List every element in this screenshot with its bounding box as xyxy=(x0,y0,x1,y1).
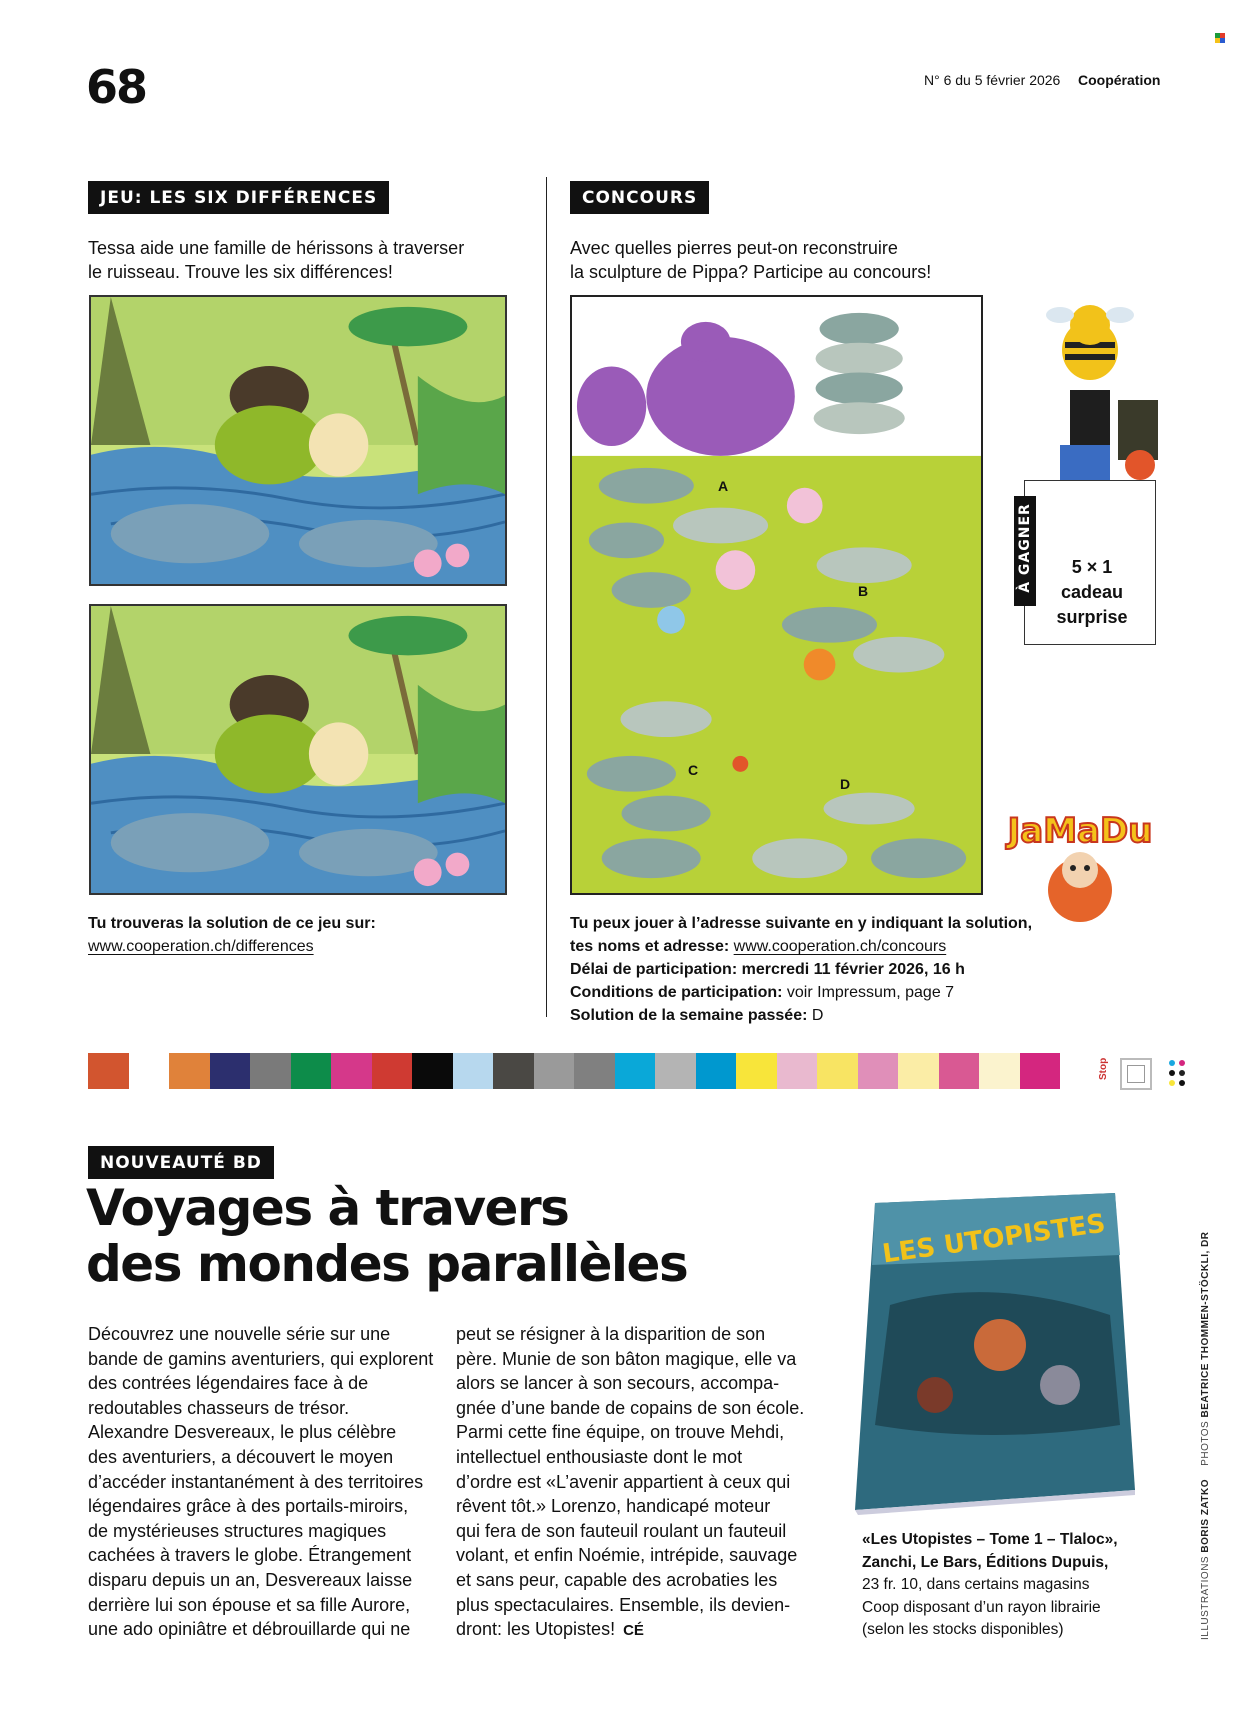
prize-quantity: 5 × 1 xyxy=(1071,557,1113,577)
article-line: redoutables chasseurs de trésor. xyxy=(88,1397,350,1418)
color-swatch xyxy=(88,1053,129,1089)
article-line: père. Munie de son bâton magique, elle va xyxy=(456,1348,797,1369)
prize-line-2: cadeau xyxy=(1060,582,1124,602)
color-swatch xyxy=(493,1053,534,1089)
differences-lead-1: Tessa aide une famille de hérissons à traverser xyxy=(88,238,465,258)
color-swatch xyxy=(453,1053,494,1089)
article-line: plus spectaculaires. Ensemble, ils devien- xyxy=(456,1594,791,1615)
color-swatch xyxy=(129,1053,170,1089)
article-line: d’ordre est «L’avenir appartient à ceux qui xyxy=(456,1471,791,1492)
article-line: d’accéder instantanément à des territoires xyxy=(88,1471,424,1492)
differences-lead-2: le ruisseau. Trouve les six différences! xyxy=(88,262,393,282)
stop-box xyxy=(1120,1058,1152,1090)
color-swatch xyxy=(979,1053,1020,1089)
color-swatch xyxy=(696,1053,737,1089)
color-swatch xyxy=(655,1053,696,1089)
article-line: peut se résigner à la disparition de son xyxy=(456,1324,766,1344)
color-swatch xyxy=(858,1053,899,1089)
article-line: de mystérieuses structures magiques xyxy=(88,1520,387,1541)
color-swatch xyxy=(331,1053,372,1089)
article-headline xyxy=(86,1180,687,1292)
prize-line-3: surprise xyxy=(1056,607,1128,627)
caption-availability: Coop disposant d’un rayon librairie xyxy=(862,1598,1101,1616)
contest-last-solution: Solution de la semaine passée: D xyxy=(570,1007,824,1024)
contest-image xyxy=(570,295,983,895)
headline-line-1: Voyages à travers xyxy=(86,1179,569,1237)
color-swatch xyxy=(777,1053,818,1089)
article-line: des aventuriers, a découvert le moyen xyxy=(88,1446,394,1467)
contest-deadline: Délai de participation: mercredi 11 février 2026, 16 h xyxy=(570,961,965,978)
color-swatch xyxy=(939,1053,980,1089)
article-line: cachées à travers le globe. Étrangement xyxy=(88,1545,412,1566)
article-line: des contrées légendaires face à de xyxy=(88,1373,369,1394)
differences-solution-label: Tu trouveras la solution de ce jeu sur: xyxy=(88,915,376,932)
book-cover-title: LES UTOPISTES xyxy=(880,1208,1108,1270)
book-caption xyxy=(862,1529,1162,1642)
color-swatch xyxy=(250,1053,291,1089)
prize-tag: À GAGNER xyxy=(1014,496,1036,606)
contest-tag: CONCOURS xyxy=(570,181,709,214)
color-swatch xyxy=(1020,1053,1061,1089)
article-line: qui fera de son fauteuil roulant un fauteuil xyxy=(456,1520,787,1541)
article-line: intellectuel enthousiaste dont le mot xyxy=(456,1446,743,1467)
article-line: dront: les Utopistes! CÉ xyxy=(456,1619,644,1640)
caption-price: 23 fr. 10, dans certains magasins xyxy=(862,1576,1090,1593)
caption-title: «Les Utopistes – Tome 1 – Tlaloc», xyxy=(862,1531,1118,1548)
stone-label-b: B xyxy=(858,583,869,599)
contest-lead-2: la sculpture de Pippa? Participe au concours! xyxy=(570,262,932,282)
article-line: derrière lui son épouse et sa fille Aurore, xyxy=(88,1594,411,1615)
article-line: disparu depuis un an, Desvereaux laisse xyxy=(88,1569,413,1590)
differences-image-bottom xyxy=(89,604,507,895)
article-tag: NOUVEAUTÉ BD xyxy=(88,1146,274,1179)
stone-label-d: D xyxy=(840,776,851,792)
stone-label-a: A xyxy=(718,478,729,494)
caption-stock: (selon les stocks disponibles) xyxy=(862,1621,1064,1638)
color-swatch xyxy=(817,1053,858,1089)
color-swatch xyxy=(898,1053,939,1089)
color-swatch xyxy=(615,1053,656,1089)
stop-label: Stop xyxy=(1098,1057,1109,1080)
article-line: gnée d’une bande de copains de son école. xyxy=(456,1397,805,1418)
color-swatch xyxy=(534,1053,575,1089)
column-divider xyxy=(546,177,547,1017)
differences-solution-link[interactable]: www.cooperation.ch/differences xyxy=(88,938,314,955)
caption-authors: Zanchi, Le Bars, Éditions Dupuis, xyxy=(862,1553,1109,1571)
contest-info-line-2: tes noms et adresse: www.cooperation.ch/concours xyxy=(570,938,947,955)
article-line: légendaires grâce à des portails-miroirs, xyxy=(88,1496,409,1517)
prize-photo xyxy=(1030,295,1180,485)
page-number: 68 xyxy=(86,60,147,114)
photo-credits: ILLUSTRATIONS BORIS ZATKO PHOTOS BEATRICE THOMMEN-STÖCKLI, DR xyxy=(1200,1231,1211,1640)
contest-info-line-1: Tu peux jouer à l’adresse suivante en y indiquant la solution, xyxy=(570,915,1033,932)
contest-info xyxy=(570,912,1050,1027)
color-swatch xyxy=(574,1053,615,1089)
print-color-bar xyxy=(88,1053,1060,1089)
article-line: Parmi cette fine équipe, on trouve Mehdi, xyxy=(456,1422,785,1443)
article-line: bande de gamins aventuriers, qui explorent xyxy=(88,1348,434,1369)
article-signature: CÉ xyxy=(623,1622,644,1640)
article-line: volant, et enfin Noémie, intrépide, sauvage xyxy=(456,1545,798,1566)
article-column-2 xyxy=(456,1322,806,1644)
contest-link[interactable]: www.cooperation.ch/concours xyxy=(733,938,947,955)
stone-label-c: C xyxy=(688,762,699,778)
prize-description xyxy=(1036,555,1148,630)
color-swatch xyxy=(291,1053,332,1089)
color-swatch xyxy=(210,1053,251,1089)
contest-lead-1: Avec quelles pierres peut-on reconstruire xyxy=(570,238,898,258)
color-swatch xyxy=(372,1053,413,1089)
color-swatch xyxy=(169,1053,210,1089)
article-column-1 xyxy=(88,1322,438,1642)
article-line: Alexandre Desvereaux, le plus célèbre xyxy=(88,1422,397,1443)
article-line: rêvent tôt.» Lorenzo, handicapé moteur xyxy=(456,1496,771,1517)
article-line: une ado opiniâtre et débrouillarde qui ne xyxy=(88,1619,411,1640)
headline-line-2: des mondes parallèles xyxy=(86,1235,688,1293)
color-swatch xyxy=(736,1053,777,1089)
article-line: et sans peur, capable des acrobaties les xyxy=(456,1569,778,1590)
jamadu-logo xyxy=(995,800,1165,930)
color-swatch xyxy=(412,1053,453,1089)
article-line: Découvrez une nouvelle série sur une xyxy=(88,1324,391,1344)
differences-image-top xyxy=(89,295,507,586)
registration-mark-icon xyxy=(1215,33,1225,43)
article-line: alors se lancer à son secours, accompa- xyxy=(456,1373,780,1394)
cmyk-dots-icon xyxy=(1166,1058,1190,1088)
jamadu-logo-text: JaMaDu xyxy=(1007,811,1153,851)
contest-conditions: Conditions de participation: voir Impressum, page 7 xyxy=(570,984,955,1001)
magazine-name: Coopération xyxy=(1078,72,1161,88)
differences-tag: JEU: LES SIX DIFFÉRENCES xyxy=(88,181,389,214)
issue-date: N° 6 du 5 février 2026 xyxy=(924,72,1061,88)
book-cover xyxy=(850,1185,1135,1515)
